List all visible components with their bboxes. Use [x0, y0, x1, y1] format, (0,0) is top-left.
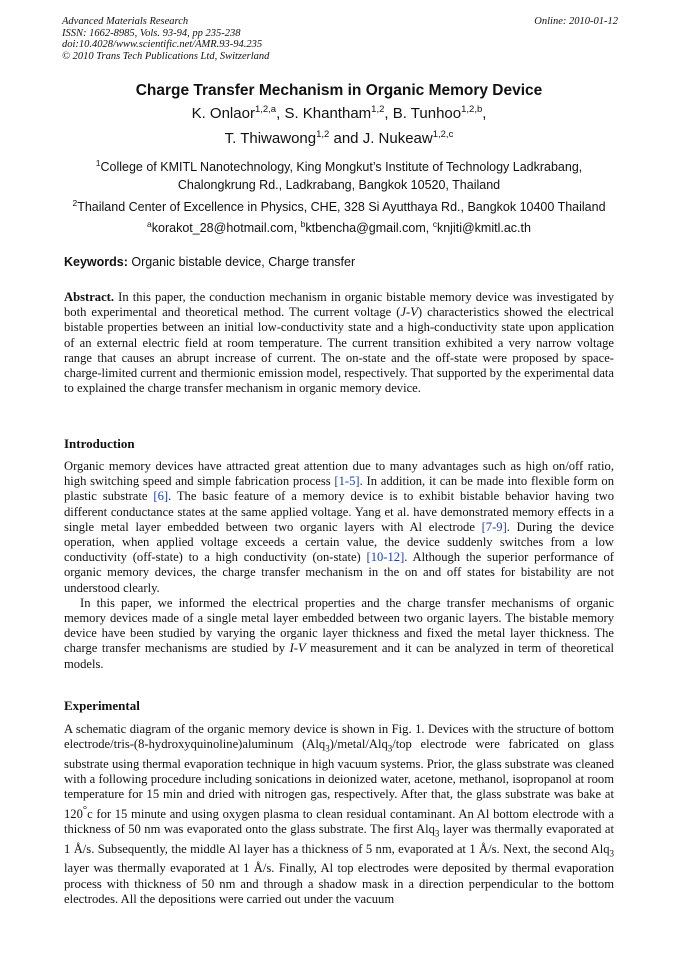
- author-sup: 1,2,b: [461, 104, 483, 115]
- doi-line: doi:10.4028/www.scientific.net/AMR.93-94.235: [62, 39, 263, 50]
- journal-name: Advanced Materials Research: [62, 16, 189, 27]
- email-sup: a: [147, 219, 152, 229]
- author-sup: 1,2,c: [432, 129, 454, 140]
- author-separator: ,: [384, 105, 393, 122]
- paragraph-text: /top electrode were fabricated on glass substrate using thermal evaporation technique in high vacuum systems. Prior, the glass substrate was cleaned with a following procedure including sonications in deionized water, acetone, methanol, isopropanol at room temperature for 15 min and dried with nitrogen gas, respectively. After that, the glass substrate was bake at 120: [64, 737, 614, 821]
- author-separator: ,: [482, 105, 487, 122]
- author-separator: and: [329, 130, 363, 147]
- author-name: B. Tunhoo: [392, 105, 462, 122]
- citation-link[interactable]: [7-9]: [481, 519, 507, 534]
- keywords: [64, 255, 355, 269]
- affiliation-text: Thailand Center of Excellence in Physics, CHE, 328 Si Ayutthaya Rd., Bangkok 10400 Thailand: [77, 200, 606, 215]
- subscript: 3: [325, 743, 330, 754]
- journal-header: [62, 16, 618, 62]
- author-line-2: [0, 129, 678, 147]
- issn-line: ISSN: 1662-8985, Vols. 93-94, pp 235-238: [62, 27, 241, 39]
- paragraph-text: . The basic feature of a memory device is to exhibit bistable behavior having two different conductance states at the same applied voltage. Yang et al. have demonstrated memory effects in a single metal layer embedded between two organic layers with Al electrode: [64, 489, 614, 534]
- section-heading-experimental: Experimental: [64, 698, 140, 713]
- online-date: Online: 2010-01-12: [534, 16, 618, 27]
- keywords-label: Keywords:: [64, 255, 128, 269]
- paragraph-text: layer was thermally evaporated at 1 Å/s. Subsequently, the middle Al layer has a thickness of 5 nm, evaporated at 1 Å/s. Next, the second Alq: [64, 821, 614, 856]
- email-address: korakot_28@hotmail.com,: [151, 221, 301, 236]
- paragraph-text: Organic memory devices have attracted great attention due to many advantages such as high on/off ratio, high switching speed and simple fabrication process: [64, 459, 614, 489]
- citation-link[interactable]: [1-5]: [334, 474, 360, 489]
- paragraph-text: In this paper, we informed the electrical properties and the charge transfer mechanisms of organic memory devices made of a single metal layer embedded between two organic layers. The bistable memory device have been studied by varying the organic layer thickness and fixed the metal layer thickness. The charge transfer mechanisms are studied by: [64, 595, 614, 656]
- author-sup: 1,2,a: [254, 104, 277, 115]
- paragraph-text: A schematic diagram of the organic memory device is shown in Fig. 1. Devices with the structure of bottom electrode/tris-(8-hydroxyquinoline)aluminum (Alq: [64, 722, 614, 752]
- email-line: [0, 215, 678, 237]
- paragraph-text: . Although the superior performance of organic memory devices, the charge transfer mechanism in the on and off states for bistability are not understood clearly.: [64, 550, 614, 595]
- paragraph-text: I-V: [289, 641, 306, 656]
- experimental-paragraph: [64, 722, 614, 907]
- introduction-body: [64, 459, 614, 672]
- copyright-line: © 2010 Trans Tech Publications Ltd, Switzerland: [62, 50, 270, 62]
- degree-symbol: °: [82, 804, 88, 816]
- email-sup: b: [300, 219, 306, 229]
- affiliation-text: Chalongkrung Rd., Ladkrabang, Bangkok 10520, Thailand: [177, 178, 501, 193]
- paper-title: Charge Transfer Mechanism in Organic Memory Device: [135, 82, 543, 99]
- paragraph-text: )/metal/Alq: [329, 737, 388, 752]
- email-sup: c: [432, 219, 437, 229]
- paragraph-text: . In addition, it can be made into flexible form on plastic substrate: [64, 474, 615, 504]
- citation-link[interactable]: [6]: [153, 489, 169, 504]
- author-sup: 1,2: [316, 129, 330, 140]
- author-name: K. Onlaor: [191, 105, 255, 122]
- author-separator: ,: [276, 105, 285, 122]
- abstract-text: In this paper, the conduction mechanism in organic bistable memory device was investigated by both experimental and theoretical method. The current voltage (: [64, 290, 614, 320]
- email-address: knjiti@kmitl.ac.th: [436, 221, 531, 236]
- keywords-text: Organic bistable device, Charge transfer: [127, 255, 356, 269]
- affiliation-1: [0, 154, 678, 194]
- affiliation-text: College of KMITL Nanotechnology, King Mongkut’s Institute of Technology Ladkrabang,: [100, 160, 583, 175]
- intro-paragraph-2: [64, 596, 614, 672]
- author-name: J. Nukeaw: [362, 130, 433, 147]
- abstract-text: ) characteristics showed the electrical bistable properties between an initial low-conductivity state and a high-conductivity state upon application of an external electric field at room temperature. The current transition exhibited a very narrow voltage range that causes an abrupt increase of current. The on-state and the off-state were proposed by space-charge-limited current and thermionic emission model, respectively. That supported by the experimental data to explained the charge transfer mechanism in organic memory device.: [64, 305, 615, 396]
- paragraph-text: measurement and it can be analyzed in term of theoretical models.: [64, 641, 614, 671]
- subscript: 3: [387, 743, 393, 754]
- author-sup: 1,2: [371, 104, 385, 115]
- paragraph-text: layer was thermally evaporated at 1 Å/s. Finally, Al top electrodes were deposited by thermal evaporation process with thickness of 50 nm and through a shadow mask in a direction perpendicular to the bottom electrodes. All the depositions were carried out under the vacuum: [64, 861, 614, 906]
- abstract-text: J-V: [400, 305, 418, 320]
- author-name: S. Khantham: [284, 105, 372, 122]
- author-line-1: [0, 104, 678, 122]
- citation-link[interactable]: [10-12]: [366, 550, 405, 565]
- paragraph-text: . During the device operation, when applied voltage exceeds a certain value, the device suddenly switches from a low conductivity (off-state) to a high conductivity (on-state): [64, 519, 614, 565]
- paragraph-text: c for 15 minute and using oxygen plasma to clean residual contaminant. An Al bottom electrode with a thickness of 50 nm was evaporated onto the glass substrate. The first Alq: [64, 806, 614, 836]
- intro-paragraph-1: [64, 459, 614, 596]
- experimental-body: [64, 722, 614, 907]
- abstract-label: Abstract.: [64, 290, 115, 304]
- author-name: T. Thiwawong: [224, 130, 317, 147]
- email-address: ktbencha@gmail.com,: [305, 221, 433, 236]
- abstract: [64, 290, 614, 396]
- subscript: 3: [609, 848, 614, 859]
- section-heading-introduction: Introduction: [64, 436, 135, 451]
- affiliation-sup: 1: [95, 158, 101, 168]
- subscript: 3: [434, 828, 440, 839]
- affiliation-sup: 2: [72, 198, 78, 208]
- affiliation-2: [0, 194, 678, 216]
